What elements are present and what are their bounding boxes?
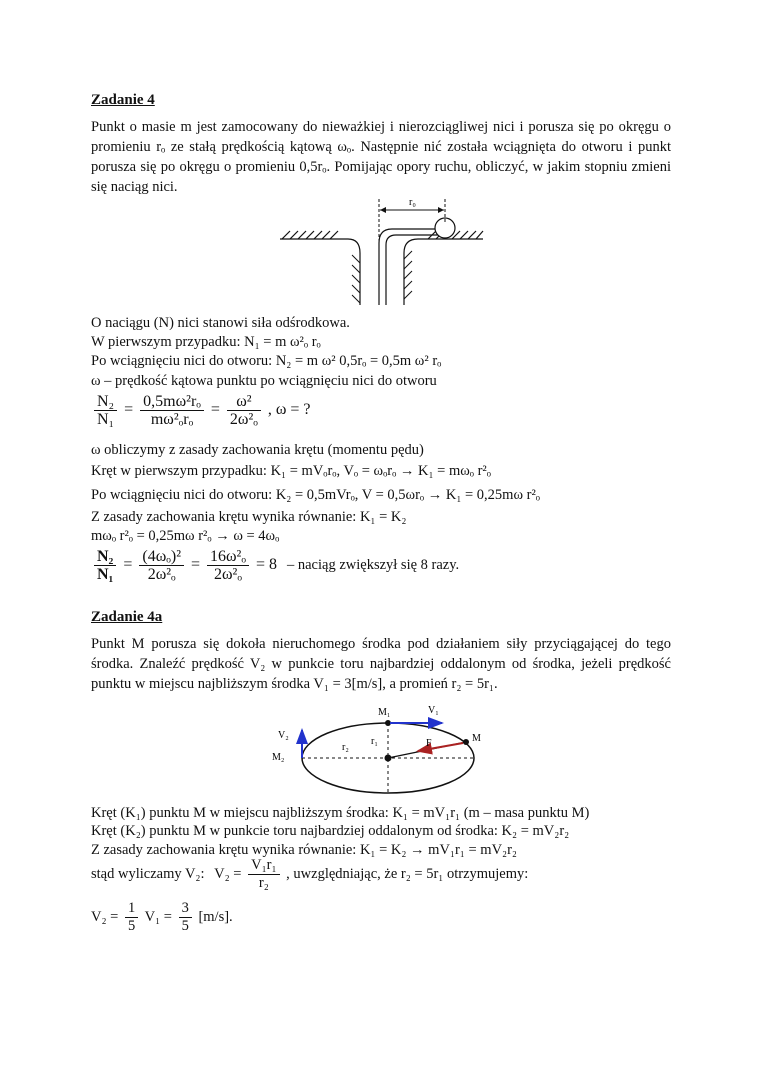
line4-pre: stąd wyliczamy V₂: bbox=[91, 865, 205, 882]
task4-heading: Zadanie 4 bbox=[91, 92, 155, 108]
result-f2-num: 3 bbox=[179, 900, 192, 918]
line4-post: , uwzględniając, że r₂ = 5r₁ otrzymujemy: bbox=[286, 865, 529, 882]
task4a-heading: Zadanie 4a bbox=[91, 609, 163, 625]
task4-line3: Po wciągnięciu nici do otworu: N₂ = m ω² 0,5rₒ = 0,5m ω² rₒ bbox=[91, 353, 442, 369]
task4a-figure bbox=[266, 700, 496, 795]
task4a-line2: Kręt (K₂) punktu M w punkcie toru najbardziej oddalonym od środka: K₂ = mV₂r₂ bbox=[91, 823, 570, 839]
result-f1-num: 1 bbox=[125, 900, 138, 918]
figure-r0-label: r₀ bbox=[409, 197, 416, 208]
eq-mid-den: mω²ₒrₒ bbox=[150, 411, 194, 428]
result-tail: [m/s]. bbox=[198, 908, 233, 925]
task4-figure bbox=[278, 193, 488, 308]
label-V1: V₁ bbox=[428, 705, 439, 716]
label-M: M bbox=[472, 733, 481, 744]
final-mid-num: (4ωₒ)² bbox=[139, 548, 184, 566]
task4a-v2-equation bbox=[91, 857, 528, 892]
label-F: F bbox=[426, 738, 432, 749]
label-M1: M₁ bbox=[378, 707, 391, 718]
task4-line7: Po wciągnięciu nici do otworu: K₂ = 0,5mVrₒ, V = 0,5ωrₒ → K₁ = 0,25mω r²ₒ bbox=[91, 487, 540, 503]
task4-line4: ω – prędkość kątowa punktu po wciągnięciu nici do otworu bbox=[91, 373, 437, 389]
eq-lhs-den: N₁ bbox=[97, 411, 115, 428]
eq-tail: , ω = ? bbox=[267, 401, 311, 419]
label-r2: r₂ bbox=[342, 742, 349, 753]
line4-num: V₁r₁ bbox=[248, 857, 279, 875]
label-M2: M₂ bbox=[272, 752, 285, 763]
task4-statement: Punkt o masie m jest zamocowany do nieważkiej i nierozciągliwej nici i porusza się po okręgu o promieniu rₒ ze stałą prędkością kątową ωₒ. Następnie nić została wciągnięta do otworu i punkt porusza się po okręgu o promieniu 0,5rₒ. Pomijając opory ruchu, obliczyć, w jakim stopniu zmieni się naciąg nici. bbox=[91, 119, 671, 195]
label-V2: V₂ bbox=[278, 730, 289, 741]
task4-line5: ω obliczymy z zasady zachowania krętu (momentu pędu) bbox=[91, 442, 424, 458]
label-r1: r₁ bbox=[371, 736, 378, 747]
final-rhs-num: 16ω²ₒ bbox=[207, 548, 249, 566]
final-lhs-den: N₁ bbox=[97, 566, 114, 583]
task4-final-equation: $\frac{\text{N₂}}{\text{N₁}}$ = $\frac{\text{(4ωₒ)²}}{\text{2ω²ₒ}}$ = $\frac{\text{16ω²ₒ}}{\text{2ω²ₒ}}$ = 8 – naciąg zwiększył się 8 razy. bbox=[91, 548, 459, 583]
task4-line2: W pierwszym przypadku: N₁ = m ω²ₒ rₒ bbox=[91, 334, 321, 350]
task4-line8: Z zasady zachowania krętu wynika równanie: K₁ = K₂ bbox=[91, 509, 407, 525]
result-f2-den: 5 bbox=[181, 918, 189, 934]
task4-line1: O naciągu (N) nici stanowi siła odśrodkowa. bbox=[91, 315, 350, 331]
task4a-result bbox=[91, 900, 233, 935]
task4-line6: Kręt w pierwszym przypadku: K₁ = mVₒrₒ, Vₒ = ωₒrₒ → K₁ = mωₒ r²ₒ bbox=[91, 463, 491, 479]
eq-rhs-num: ω² bbox=[227, 393, 261, 411]
result-lhs: V₂ = bbox=[91, 908, 119, 925]
eq-rhs-den: 2ω²ₒ bbox=[229, 411, 258, 428]
final-result: = 8 bbox=[255, 556, 277, 574]
final-lhs-num: N₂ bbox=[94, 548, 116, 566]
line4-den: r₂ bbox=[258, 875, 269, 891]
final-rhs-den: 2ω²ₒ bbox=[214, 566, 242, 583]
task4a-line1: Kręt (K₁) punktu M w miejscu najbliższym środka: K₁ = mV₁r₁ (m – masa punktu M) bbox=[91, 805, 590, 821]
task4-fraction-equation: $\frac{\text{N₂}}{\text{N₁}}$ = $\frac{\text{0,5mω²rₒ}}{\text{mω²ₒrₒ}}$ = $\frac{\text{ω²}}{\text{2ω²ₒ}}$ , ω = ? bbox=[91, 393, 311, 428]
final-mid-den: 2ω²ₒ bbox=[147, 566, 176, 583]
result-mid: V₁ = bbox=[144, 908, 172, 925]
result-f1-den: 5 bbox=[127, 918, 136, 934]
eq-mid-num: 0,5mω²rₒ bbox=[140, 393, 204, 411]
final-tail: – naciąg zwiększył się 8 razy. bbox=[286, 557, 460, 574]
task4a-line3: Z zasady zachowania krętu wynika równanie: K₁ = K₂ → mV₁r₁ = mV₂r₂ bbox=[91, 842, 517, 858]
task4-line9: mωₒ r²ₒ = 0,25mω r²ₒ → ω = 4ωₒ bbox=[91, 528, 280, 544]
eq-lhs-num: N₂ bbox=[94, 393, 117, 411]
task4a-statement: Punkt M porusza się dokoła nieruchomego środka pod działaniem siły przyciągającej do tego środka. Znaleźć prędkość V₂ w punkcie toru najbardziej oddalonym od środka, jeżeli prędkość punktu w miejscu najbliższym środka V₁ = 3[m/s], a promień r₂ = 5r₁. bbox=[91, 636, 671, 692]
line4-eq-lhs: V₂ = bbox=[214, 865, 242, 882]
